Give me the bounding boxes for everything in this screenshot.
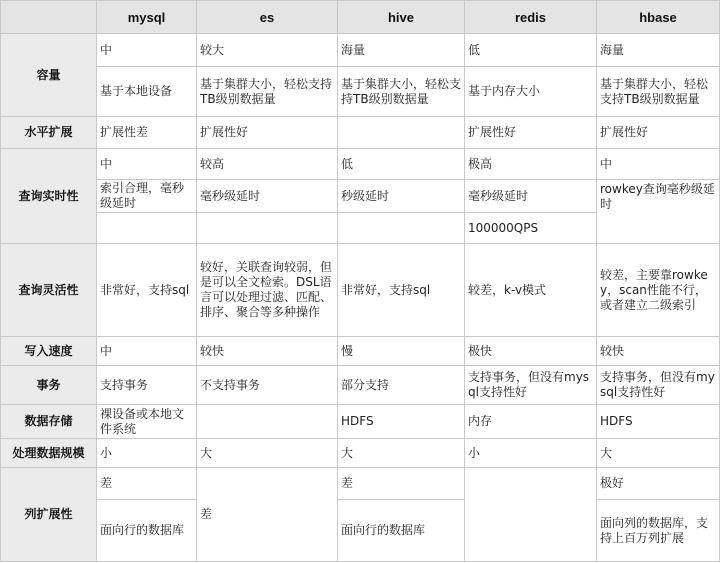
cell-scale-es: 大 [197, 439, 338, 468]
cell-hscale-redis: 扩展性好 [465, 117, 597, 149]
table-row [1, 468, 720, 500]
cell-storage-hbase: HDFS [597, 405, 720, 439]
table-row [1, 500, 720, 562]
table-row [1, 117, 720, 149]
cell-realtime-mysql: 中 [97, 149, 197, 180]
cell-tx-redis: 支持事务，但没有mysql支持性好 [465, 366, 597, 405]
cell-flex-redis: 较差，k-v模式 [465, 244, 597, 337]
cell-flex-hive: 非常好，支持sql [338, 244, 465, 337]
col-header-es: es [197, 1, 338, 34]
row-header-data-scale: 处理数据规模 [1, 439, 97, 468]
cell-hscale-mysql: 扩展性差 [97, 117, 197, 149]
row-header-capacity: 容量 [1, 34, 97, 117]
cell-qps-mysql [97, 213, 197, 244]
cell-capacity-redis: 低 [465, 34, 597, 67]
cell-qps-redis: 100000QPS [465, 213, 597, 244]
cell-qps-es [197, 213, 338, 244]
cell-colext-mysql-2: 面向行的数据库 [97, 500, 197, 562]
header-row [1, 1, 720, 34]
cell-hscale-hive [338, 117, 465, 149]
cell-scale-mysql: 小 [97, 439, 197, 468]
cell-colext-mysql-1: 差 [97, 468, 197, 500]
row-header-storage: 数据存储 [1, 405, 97, 439]
table-row [1, 405, 720, 439]
cell-colext-hive-1: 差 [338, 468, 465, 500]
col-header-mysql: mysql [97, 1, 197, 34]
cell-latency-hbase: rowkey查询毫秒级延时 [597, 180, 720, 244]
cell-storage-hive: HDFS [338, 405, 465, 439]
table-row [1, 439, 720, 468]
cell-storage-es [197, 405, 338, 439]
cell-write-hbase: 较快 [597, 337, 720, 366]
cell-colext-hbase-1: 极好 [597, 468, 720, 500]
table-row [1, 180, 720, 213]
cell-hscale-es: 扩展性好 [197, 117, 338, 149]
cell-colext-es: 差 [197, 468, 338, 562]
cell-tx-es: 不支持事务 [197, 366, 338, 405]
table-row [1, 337, 720, 366]
cell-capacity-hive: 海量 [338, 34, 465, 67]
cell-scale-hive: 大 [338, 439, 465, 468]
cell-latency-hive: 秒级延时 [338, 180, 465, 213]
cell-capacity-basis-hive: 基于集群大小，轻松支持TB级别数据量 [338, 67, 465, 117]
cell-colext-hive-2: 面向行的数据库 [338, 500, 465, 562]
cell-capacity-basis-mysql: 基于本地设备 [97, 67, 197, 117]
cell-hscale-hbase: 扩展性好 [597, 117, 720, 149]
cell-realtime-hbase: 中 [597, 149, 720, 180]
cell-storage-redis: 内存 [465, 405, 597, 439]
cell-flex-mysql: 非常好，支持sql [97, 244, 197, 337]
cell-realtime-redis: 极高 [465, 149, 597, 180]
cell-colext-redis [465, 468, 597, 562]
cell-flex-hbase: 较差，主要靠rowkey，scan性能不行，或者建立二级索引 [597, 244, 720, 337]
cell-latency-es: 毫秒级延时 [197, 180, 338, 213]
cell-tx-hbase: 支持事务，但没有mysql支持性好 [597, 366, 720, 405]
cell-flex-es: 较好，关联查询较弱，但是可以全文检索。DSL语言可以处理过滤、匹配、排序、聚合等多种操作 [197, 244, 338, 337]
table-row [1, 67, 720, 117]
row-header-query-realtime: 查询实时性 [1, 149, 97, 244]
cell-qps-hive [338, 213, 465, 244]
row-header-column-ext: 列扩展性 [1, 468, 97, 562]
cell-tx-mysql: 支持事务 [97, 366, 197, 405]
cell-capacity-hbase: 海量 [597, 34, 720, 67]
cell-capacity-mysql: 中 [97, 34, 197, 67]
cell-write-hive: 慢 [338, 337, 465, 366]
cell-latency-redis: 毫秒级延时 [465, 180, 597, 213]
cell-storage-mysql: 裸设备或本地文件系统 [97, 405, 197, 439]
cell-colext-hbase-2: 面向列的数据库，支持上百万列扩展 [597, 500, 720, 562]
row-header-query-flexibility: 查询灵活性 [1, 244, 97, 337]
col-header-hive: hive [338, 1, 465, 34]
cell-write-es: 较快 [197, 337, 338, 366]
row-header-transactions: 事务 [1, 366, 97, 405]
cell-capacity-es: 较大 [197, 34, 338, 67]
col-header-hbase: hbase [597, 1, 720, 34]
cell-scale-redis: 小 [465, 439, 597, 468]
cell-capacity-basis-es: 基于集群大小，轻松支持TB级别数据量 [197, 67, 338, 117]
table-row [1, 244, 720, 337]
cell-realtime-es: 较高 [197, 149, 338, 180]
cell-write-redis: 极快 [465, 337, 597, 366]
col-header-redis: redis [465, 1, 597, 34]
cell-latency-mysql: 索引合理，毫秒级延时 [97, 180, 197, 213]
corner-cell [1, 1, 97, 34]
table-row [1, 34, 720, 67]
cell-write-mysql: 中 [97, 337, 197, 366]
cell-scale-hbase: 大 [597, 439, 720, 468]
row-header-horizontal-scaling: 水平扩展 [1, 117, 97, 149]
row-header-write-speed: 写入速度 [1, 337, 97, 366]
table-row [1, 149, 720, 180]
cell-capacity-basis-redis: 基于内存大小 [465, 67, 597, 117]
cell-tx-hive: 部分支持 [338, 366, 465, 405]
cell-capacity-basis-hbase: 基于集群大小，轻松支持TB级别数据量 [597, 67, 720, 117]
cell-realtime-hive: 低 [338, 149, 465, 180]
table-row [1, 366, 720, 405]
